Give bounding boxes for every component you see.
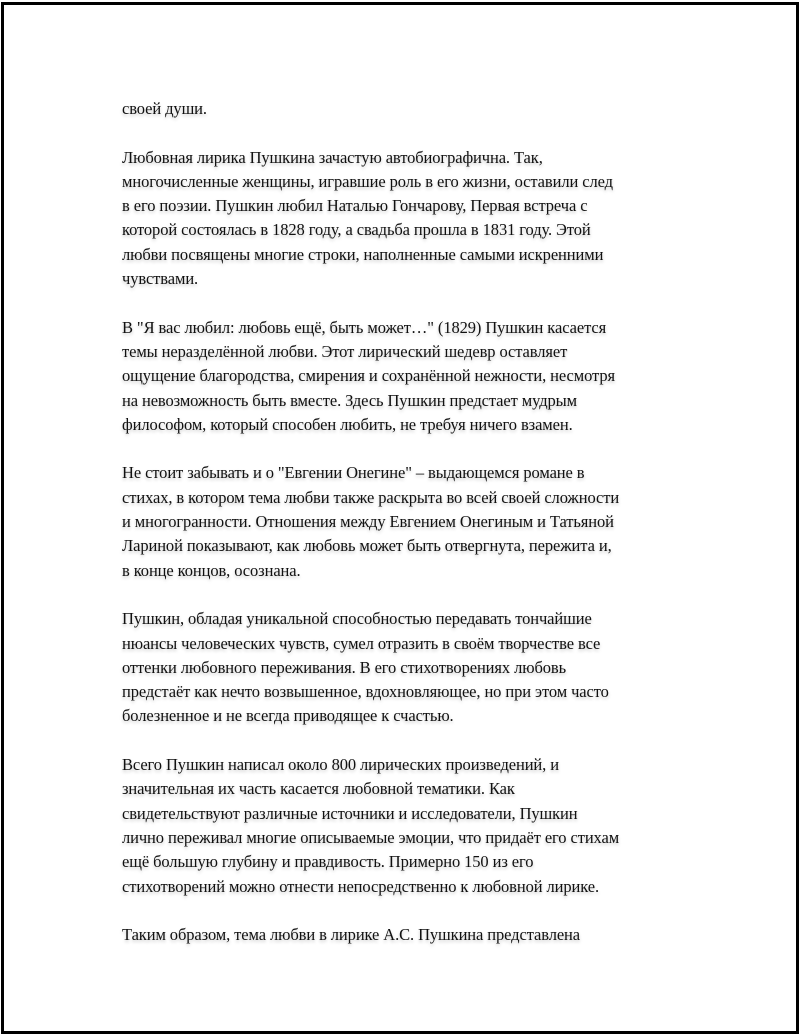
text-line: многочисленные женщины, игравшие роль в его жизни, оставили след: [122, 171, 613, 191]
text-line: темы неразделённой любви. Этот лирический шедевр оставляет: [122, 341, 568, 361]
text-line: в конце концов, осознана.: [122, 560, 301, 580]
text-line: Любовная лирика Пушкина зачастую автобиографична. Так,: [122, 147, 543, 167]
text-line: любви посвящены многие строки, наполненные самыми искренними: [122, 244, 604, 264]
text-line: которой состоялась в 1828 году, а свадьба прошла в 1831 году. Этой: [122, 220, 591, 240]
document-body: [122, 97, 690, 972]
paragraph-3: [122, 316, 690, 437]
text-line: ощущение благородства, смирения и сохранённой нежности, несмотря: [122, 366, 615, 386]
paragraph-2: [122, 146, 690, 292]
paragraph-1: [122, 97, 690, 121]
text-line: болезненное и не всегда приводящее к счастью.: [122, 706, 454, 726]
text-line: на невозможность быть вместе. Здесь Пушкин предстает мудрым: [122, 390, 577, 410]
text-line: Таким образом, тема любви в лирике А.С. Пушкина представлена: [122, 925, 581, 945]
text-line: Лариной показывают, как любовь может быть отвергнута, пережита и,: [122, 536, 612, 556]
text-line: Всего Пушкин написал около 800 лирических произведений, и: [122, 755, 559, 775]
paragraph-4: [122, 461, 690, 582]
text-line: В "Я вас любил: любовь ещё, быть может…" (1829) Пушкин касается: [122, 317, 607, 337]
text-line: стихотворений можно отнести непосредственно к любовной лирике.: [122, 876, 600, 896]
page-frame: [1, 2, 799, 1034]
text-line: стихах, в котором тема любви также раскрыта во всей своей сложности: [122, 487, 620, 507]
paragraph-7: [122, 923, 690, 947]
text-line: чувствами.: [122, 269, 199, 289]
paragraph-5: [122, 607, 690, 728]
text-line: лично переживал многие описываемые эмоции, что придаёт его стихам: [122, 827, 620, 847]
text-line: и многогранности. Отношения между Евгением Онегиным и Татьяной: [122, 512, 614, 532]
text-line: Не стоит забывать и о "Евгении Онегине" – выдающемся романе в: [122, 463, 585, 483]
text-line: предстаёт как нечто возвышенное, вдохновляющее, но при этом часто: [122, 682, 609, 702]
text-line: ещё большую глубину и правдивость. Примерно 150 из его: [122, 852, 534, 872]
text-line: философом, который способен любить, не требуя ничего взамен.: [122, 414, 573, 434]
text-line: оттенки любовного переживания. В его стихотворениях любовь: [122, 657, 567, 677]
paragraph-6: [122, 753, 690, 899]
text-line: Пушкин, обладая уникальной способностью передавать тончайшие: [122, 609, 592, 629]
text-line: нюансы человеческих чувств, сумел отразить в своём творчестве все: [122, 633, 601, 653]
text-line: значительная их часть касается любовной тематики. Как: [122, 779, 515, 799]
text-line: в его поэзии. Пушкин любил Наталью Гончарову, Первая встреча с: [122, 196, 588, 216]
text-line: свидетельствуют различные источники и исследователи, Пушкин: [122, 803, 578, 823]
text-line: своей души.: [122, 99, 207, 118]
